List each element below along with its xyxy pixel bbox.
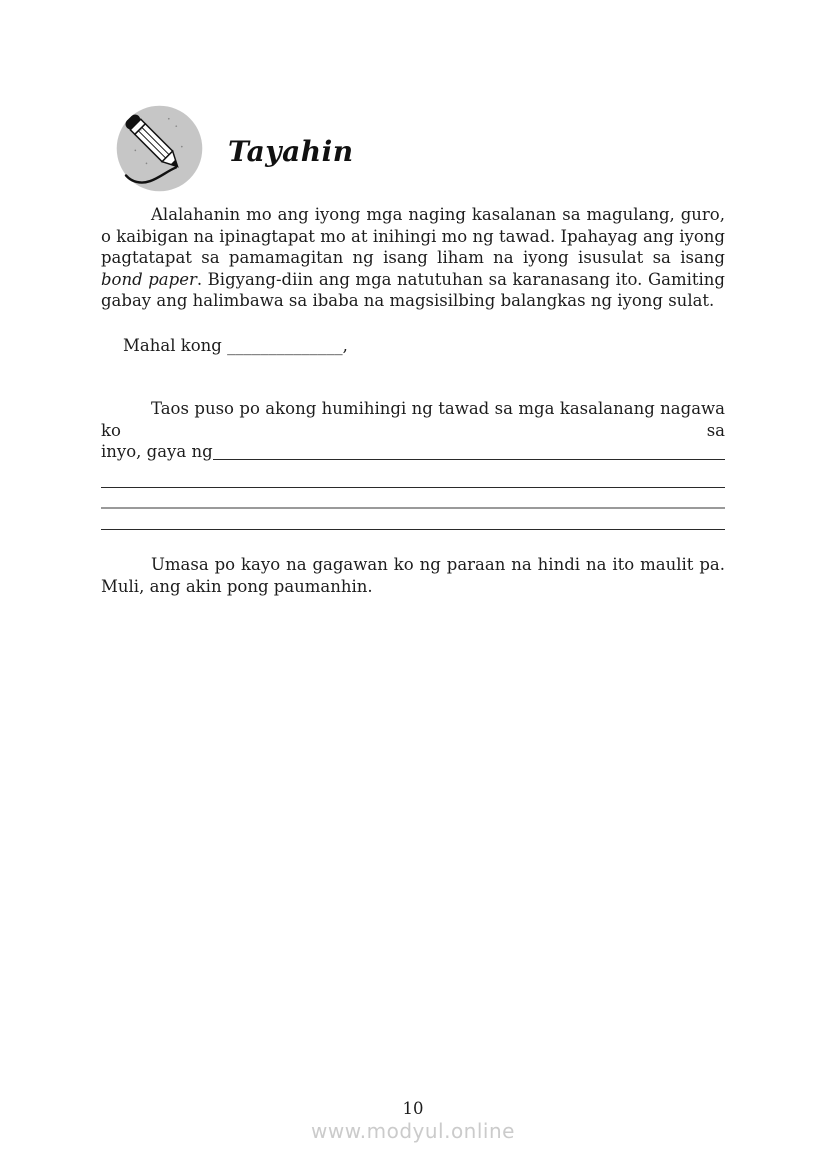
instructions-text-2: . Bigyang-diin ang mga natutuhan sa karanasang ito. Gamiting gabay ang halimbawa sa ibaba na magsisilbing balangkas ng iyong sulat. — [101, 269, 725, 310]
write-line-inline — [213, 441, 725, 460]
instructions-italic-phrase: bond paper — [101, 269, 197, 289]
letter-body-line1: Taos puso po akong humihingi ng tawad sa mga kasalanang nagawa ko sa — [101, 399, 725, 440]
letter-body-line2-text: inyo, gaya ng — [101, 442, 213, 461]
letter-closing: Umasa po kayo na gagawan ko ng paraan na hindi na ito maulit pa. Muli, ang akin pong paumanhin. — [101, 555, 725, 596]
page-number: 10 — [402, 1099, 424, 1118]
pencil-icon-svg — [113, 102, 206, 195]
instructions-text-1: Alalahanin mo ang iyong mga naging kasalanan sa magulang, guro, o kaibigan na ipinagtapat mo at inihingi mo ng tawad. Ipahayag ang iyong pagtatapat sa pamamagitan ng isang liham na iyong isusulat sa isang — [101, 205, 725, 267]
watermark: www.modyul.online — [311, 1119, 515, 1143]
salutation-prefix: Mahal kong — [123, 336, 228, 355]
salutation-comma: , — [342, 336, 348, 355]
salutation-blank: ______________ — [227, 336, 343, 355]
section-title: Tayahin — [228, 135, 354, 168]
letter-salutation — [123, 336, 348, 355]
instructions-paragraph — [101, 204, 725, 312]
write-line-1 — [101, 463, 725, 488]
write-line-2 — [101, 488, 725, 509]
write-line-3 — [101, 509, 725, 530]
letter-body — [101, 398, 725, 530]
pencil-icon — [113, 102, 206, 195]
letter-body-line2 — [101, 441, 725, 463]
